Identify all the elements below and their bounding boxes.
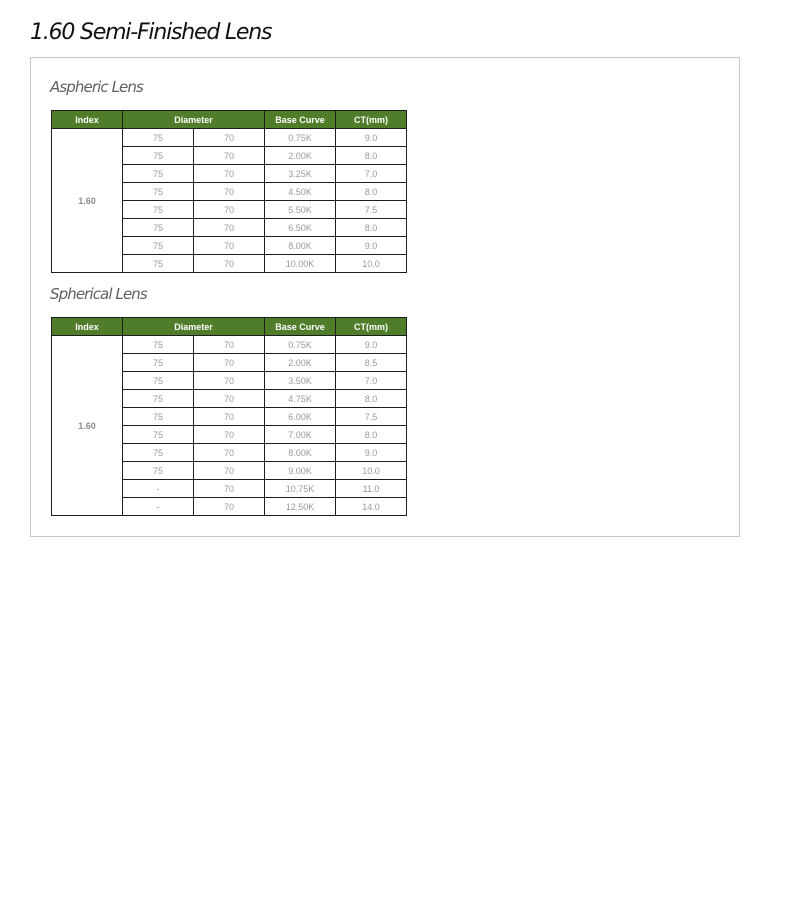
content-panel	[30, 57, 740, 537]
diameter-1-cell: 75	[123, 390, 194, 408]
diameter-2-cell: 70	[194, 237, 265, 255]
base-curve-cell: 10.75K	[265, 480, 336, 498]
spherical-heading: Spherical Lens	[50, 285, 147, 303]
base-curve-header: Base Curve	[265, 111, 336, 129]
diameter-1-cell: 75	[123, 201, 194, 219]
diameter-2-cell: 70	[194, 498, 265, 516]
base-curve-cell: 7.00K	[265, 426, 336, 444]
ct-cell: 8.0	[336, 147, 407, 165]
base-curve-cell: 2.00K	[265, 354, 336, 372]
ct-cell: 14.0	[336, 498, 407, 516]
ct-cell: 7.5	[336, 408, 407, 426]
diameter-2-cell: 70	[194, 354, 265, 372]
table-header-row	[52, 111, 407, 129]
diameter-2-cell: 70	[194, 336, 265, 354]
base-curve-cell: 8.00K	[265, 237, 336, 255]
ct-cell: 9.0	[336, 444, 407, 462]
table-row	[52, 129, 407, 147]
diameter-1-cell: 75	[123, 129, 194, 147]
index-header: Index	[52, 318, 123, 336]
ct-cell: 11.0	[336, 480, 407, 498]
aspheric-table	[51, 110, 407, 273]
ct-cell: 10.0	[336, 255, 407, 273]
diameter-2-cell: 70	[194, 372, 265, 390]
diameter-1-cell: 75	[123, 354, 194, 372]
ct-cell: 10.0	[336, 462, 407, 480]
ct-cell: 7.5	[336, 201, 407, 219]
base-curve-cell: 6.50K	[265, 219, 336, 237]
diameter-1-cell: 75	[123, 462, 194, 480]
base-curve-cell: 12.50K	[265, 498, 336, 516]
diameter-2-cell: 70	[194, 444, 265, 462]
base-curve-header: Base Curve	[265, 318, 336, 336]
ct-cell: 8.0	[336, 390, 407, 408]
base-curve-cell: 2.00K	[265, 147, 336, 165]
base-curve-cell: 0.75K	[265, 336, 336, 354]
ct-cell: 9.0	[336, 237, 407, 255]
page-title: 1.60 Semi-Finished Lens	[30, 20, 272, 45]
diameter-1-cell: 75	[123, 237, 194, 255]
table-row	[52, 336, 407, 354]
base-curve-cell: 0.75K	[265, 129, 336, 147]
ct-cell: 9.0	[336, 336, 407, 354]
diameter-1-cell: 75	[123, 255, 194, 273]
base-curve-cell: 4.50K	[265, 183, 336, 201]
diameter-2-cell: 70	[194, 426, 265, 444]
diameter-2-cell: 70	[194, 462, 265, 480]
base-curve-cell: 9.00K	[265, 462, 336, 480]
base-curve-cell: 3.50K	[265, 372, 336, 390]
diameter-1-cell: 75	[123, 372, 194, 390]
diameter-header: Diameter	[123, 111, 265, 129]
diameter-1-cell: 75	[123, 219, 194, 237]
diameter-1-cell: -	[123, 498, 194, 516]
diameter-1-cell: -	[123, 480, 194, 498]
diameter-2-cell: 70	[194, 129, 265, 147]
index-cell: 1.60	[52, 129, 123, 273]
base-curve-cell: 6.00K	[265, 408, 336, 426]
diameter-2-cell: 70	[194, 480, 265, 498]
spherical-table	[51, 317, 407, 516]
index-cell: 1.60	[52, 336, 123, 516]
diameter-2-cell: 70	[194, 201, 265, 219]
ct-cell: 9.0	[336, 129, 407, 147]
diameter-1-cell: 75	[123, 147, 194, 165]
diameter-2-cell: 70	[194, 390, 265, 408]
base-curve-cell: 5.50K	[265, 201, 336, 219]
ct-cell: 8.0	[336, 183, 407, 201]
diameter-2-cell: 70	[194, 219, 265, 237]
ct-cell: 7.0	[336, 165, 407, 183]
diameter-2-cell: 70	[194, 147, 265, 165]
ct-cell: 8.5	[336, 354, 407, 372]
index-header: Index	[52, 111, 123, 129]
base-curve-cell: 4.75K	[265, 390, 336, 408]
aspheric-heading: Aspheric Lens	[50, 78, 143, 96]
diameter-2-cell: 70	[194, 408, 265, 426]
diameter-header: Diameter	[123, 318, 265, 336]
diameter-2-cell: 70	[194, 165, 265, 183]
ct-header: CT(mm)	[336, 111, 407, 129]
diameter-1-cell: 75	[123, 444, 194, 462]
diameter-2-cell: 70	[194, 183, 265, 201]
diameter-1-cell: 75	[123, 183, 194, 201]
ct-cell: 8.0	[336, 219, 407, 237]
ct-cell: 8.0	[336, 426, 407, 444]
diameter-1-cell: 75	[123, 165, 194, 183]
base-curve-cell: 3.25K	[265, 165, 336, 183]
ct-header: CT(mm)	[336, 318, 407, 336]
diameter-1-cell: 75	[123, 408, 194, 426]
diameter-1-cell: 75	[123, 426, 194, 444]
base-curve-cell: 8.00K	[265, 444, 336, 462]
base-curve-cell: 10.00K	[265, 255, 336, 273]
diameter-2-cell: 70	[194, 255, 265, 273]
ct-cell: 7.0	[336, 372, 407, 390]
diameter-1-cell: 75	[123, 336, 194, 354]
table-header-row	[52, 318, 407, 336]
